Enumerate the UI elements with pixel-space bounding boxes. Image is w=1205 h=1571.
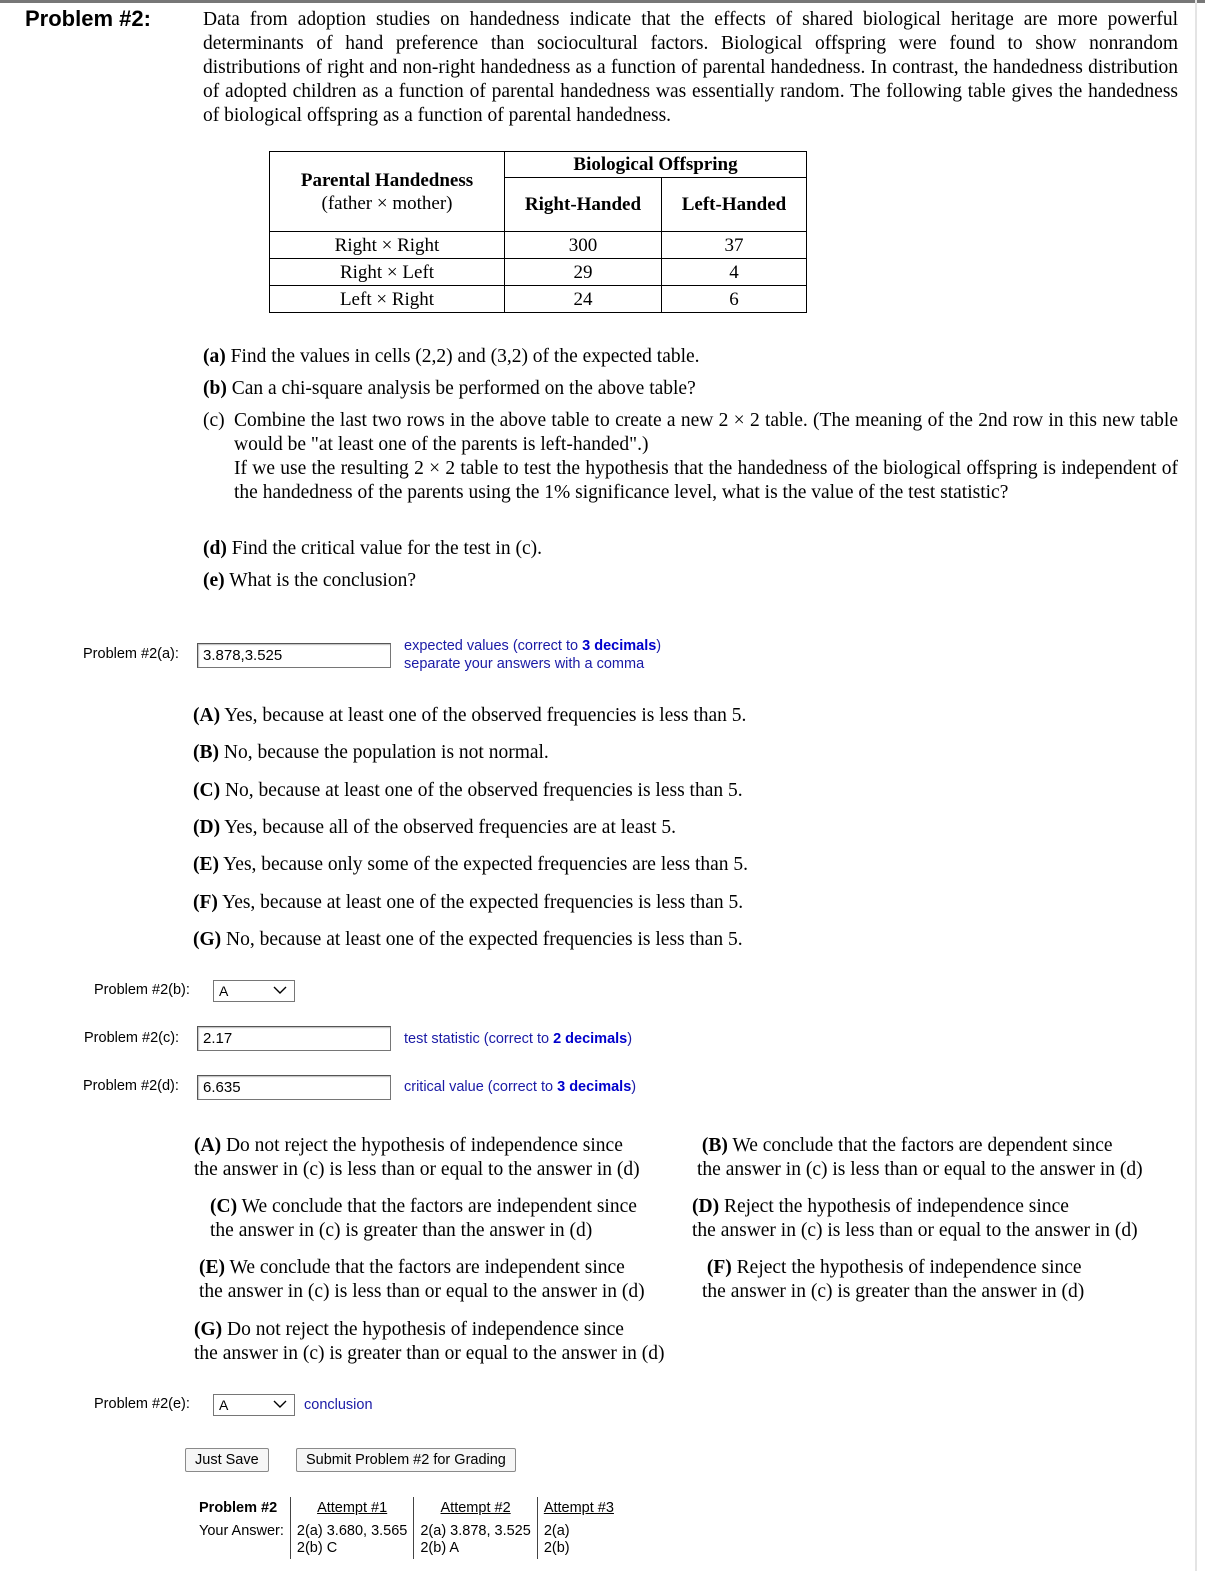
hint-text: ) [627,1031,633,1047]
option-key: (C) [210,1196,238,1217]
option-text: Yes, because only some of the expected frequencies are less than 5. [223,854,749,875]
option-key: (D) [692,1196,720,1217]
option-b-f [193,891,743,915]
answer-b-selected: A [219,983,229,999]
row-header-sub: (father × mother) [321,192,453,214]
option-text: the answer in (c) is less than or equal to the answer in (d) [194,1159,640,1180]
answer-e-select[interactable] [213,1394,295,1416]
answer-e-hint: conclusion [304,1397,373,1413]
hint-text: test statistic (correct to [404,1031,554,1047]
top-border [0,0,1205,3]
attempt-3-link[interactable]: Attempt #3 [537,1497,620,1521]
answer-e-label: Problem #2(e): [94,1396,190,1412]
option-e-f [702,1256,1084,1304]
option-text: the answer in (c) is less than or equal to the answer in (d) [697,1159,1143,1180]
attempt-answer: 2(a) [543,1523,570,1539]
attempt-1-link[interactable]: Attempt #1 [290,1497,413,1521]
handedness-table [269,151,807,313]
option-e-b [697,1134,1143,1182]
cell-left: 6 [662,286,807,313]
question-b-text: Can a chi-square analysis be performed on the above table? [231,378,696,399]
option-b-a [193,704,746,728]
attempt-1-answers [290,1521,413,1559]
table-row [270,232,807,259]
question-e-text: What is the conclusion? [229,570,417,591]
answer-c-input[interactable]: 2.17 [197,1026,391,1051]
hint-text: expected values (correct to [404,638,583,654]
answer-a-hint2: separate your answers with a comma [404,656,645,672]
submit-button[interactable]: Submit Problem #2 for Grading [296,1448,516,1472]
attempt-answer: 2(b) C [296,1540,338,1556]
option-b-d [193,816,676,840]
attempts-header: Problem #2 [199,1500,278,1516]
table-row [270,286,807,313]
answer-e-selected: A [219,1397,229,1413]
question-c-text2: If we use the resulting 2 × 2 table to test the hypothesis that the handedness of the biological offspring is independent of the handedness of the parents using the 1% significance level, what is the value of the test statistic? [234,458,1178,503]
attempt-answer: 2(a) 3.680, 3.565 [296,1523,408,1539]
option-e-g [194,1318,665,1366]
question-c-text1: Combine the last two rows in the above table to create a new 2 × 2 table. (The meaning of the 2nd row in this new table would be "at least one of the parents is left-handed".) [234,410,1178,455]
answer-d-input[interactable]: 6.635 [197,1075,391,1100]
option-e-e [199,1256,645,1304]
option-e-c [210,1195,637,1243]
question-a-label: (a) [203,346,226,367]
your-answer-label: Your Answer: [199,1523,284,1539]
option-text: We conclude that the factors are dependent since [732,1135,1113,1156]
option-text: the answer in (c) is less than or equal to the answer in (d) [692,1220,1138,1241]
option-text: the answer in (c) is greater than or equal to the answer in (d) [194,1343,665,1364]
hint-bold: 3 decimals [557,1079,632,1095]
option-text: We conclude that the factors are independent since [229,1257,625,1278]
option-b-c [193,779,743,803]
answer-a-input[interactable]: 3.878,3.525 [197,643,391,668]
option-text: We conclude that the factors are independent since [241,1196,637,1217]
problem-intro: Data from adoption studies on handedness indicate that the effects of shared biological heritage are more powerful determinants of hand preference than sociocultural factors. Biological offspring were found to show nonrandom distributions of right and non-right handedness as a function of parental handedness. In contrast, the handedness distribution of adopted children as a function of parental handedness was essentially random. The following table gives the handedness of biological offspring as a function of parental handedness. [203,9,1178,126]
option-e-d [692,1195,1138,1243]
option-key: (G) [193,929,222,950]
hint-text: critical value (correct to [404,1079,558,1095]
question-d [203,537,542,561]
option-key: (F) [193,892,218,913]
attempt-2-answers [414,1521,537,1559]
table-row [270,259,807,286]
option-text: Reject the hypothesis of independence since [723,1196,1069,1217]
answer-a-hint [404,637,661,655]
option-key: (F) [706,1257,732,1278]
chevron-down-icon [272,1396,288,1417]
question-d-text: Find the critical value for the test in (c). [231,538,542,559]
table-row [193,1521,620,1559]
option-key: (A) [193,705,221,726]
hint-text: ) [656,638,662,654]
option-key: (B) [193,742,219,763]
question-b [203,377,696,401]
answer-c-label: Problem #2(c): [84,1030,180,1046]
just-save-button[interactable]: Just Save [185,1448,269,1472]
option-key: (A) [194,1135,222,1156]
option-key: (C) [193,780,221,801]
option-key: (D) [193,817,221,838]
row-label: Right × Right [270,232,505,259]
option-text: Do not reject the hypothesis of independence since [225,1135,623,1156]
option-key: (E) [193,854,219,875]
attempt-answer: 2(b) A [420,1540,460,1556]
option-b-b [193,741,549,765]
answer-c-hint [404,1030,632,1048]
attempt-answer: 2(b) [543,1540,570,1556]
row-header-cell [270,152,505,232]
cell-left: 37 [662,232,807,259]
group-header: Biological Offspring [505,152,807,178]
cell-right: 300 [505,232,662,259]
question-b-label: (b) [203,378,227,399]
option-text: Yes, because at least one of the observed frequencies is less than 5. [224,705,747,726]
answer-d-label: Problem #2(d): [83,1078,179,1094]
hint-text: ) [631,1079,637,1095]
col-header-left: Left-Handed [662,178,807,232]
attempt-3-answers [537,1521,620,1559]
option-b-g [193,928,743,952]
option-e-a [194,1134,640,1182]
attempt-answer: 2(a) 3.878, 3.525 [420,1523,531,1539]
option-text: Yes, because at least one of the expected frequencies is less than 5. [222,892,744,913]
attempt-2-link[interactable]: Attempt #2 [414,1497,537,1521]
answer-d-hint [404,1078,636,1096]
question-a-text: Find the values in cells (2,2) and (3,2) of the expected table. [230,346,700,367]
answer-a-label: Problem #2(a): [83,646,179,662]
option-key: (E) [199,1257,225,1278]
row-label: Right × Left [270,259,505,286]
answer-b-label: Problem #2(b): [94,982,190,998]
option-b-e [193,853,748,877]
question-c-label: (c) [203,410,225,431]
option-text: Yes, because all of the observed frequencies are at least 5. [224,817,676,838]
answer-b-select[interactable] [213,980,295,1002]
option-text: the answer in (c) is greater than the answer in (d) [702,1281,1085,1302]
option-text: the answer in (c) is greater than the answer in (d) [210,1220,593,1241]
question-a [203,345,700,369]
option-text: No, because the population is not normal. [223,742,549,763]
hint-bold: 2 decimals [553,1031,628,1047]
right-border [1195,0,1197,1571]
option-text: No, because at least one of the expected frequencies is less than 5. [226,929,743,950]
col-header-right: Right-Handed [505,178,662,232]
row-label: Left × Right [270,286,505,313]
option-text: the answer in (c) is less than or equal to the answer in (d) [199,1281,645,1302]
question-e [203,569,416,593]
option-text: Do not reject the hypothesis of independence since [227,1319,624,1340]
row-header-title: Parental Handedness [300,169,474,191]
question-e-label: (e) [203,570,225,591]
option-key: (G) [194,1319,223,1340]
hint-bold: 3 decimals [582,638,657,654]
option-key: (B) [701,1135,728,1156]
option-text: Reject the hypothesis of independence since [736,1257,1082,1278]
cell-left: 4 [662,259,807,286]
attempts-table [193,1497,620,1559]
problem-label: Problem #2: [25,6,151,31]
option-text: No, because at least one of the observed frequencies is less than 5. [224,780,743,801]
cell-right: 24 [505,286,662,313]
question-d-label: (d) [203,538,227,559]
chevron-down-icon [272,982,288,1003]
cell-right: 29 [505,259,662,286]
